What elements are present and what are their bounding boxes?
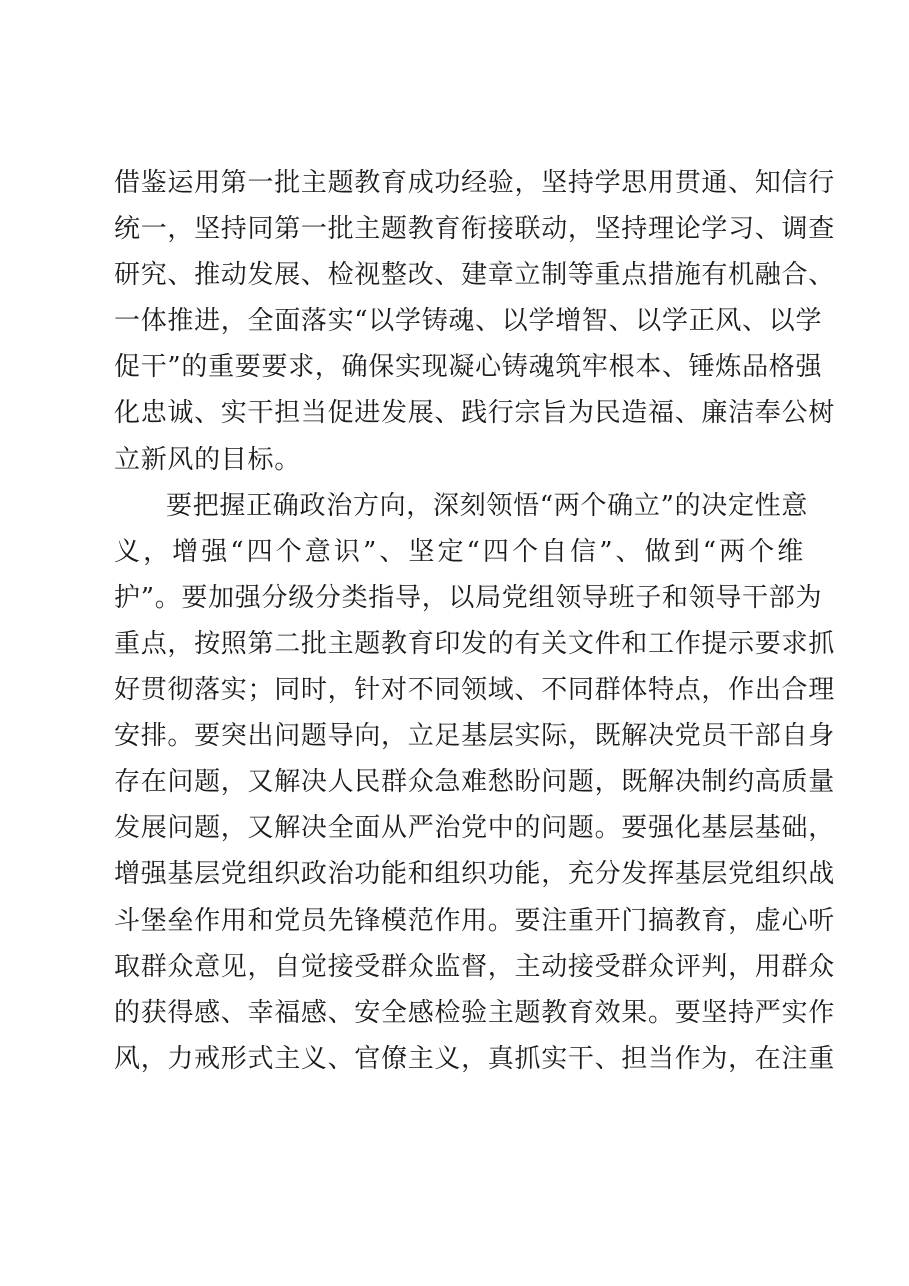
text-line: 促干”的重要要求，确保实现凝心铸魂筑牢根本、锤炼品格强: [114, 352, 823, 383]
text-line: 研究、推动发展、检视整改、建章立制等重点措施有机融合、: [114, 260, 835, 291]
text-line: 的获得感、幸福感、安全感检验主题教育效果。要坚持严实作: [114, 997, 835, 1028]
document-body: [114, 160, 835, 1128]
text-line: 好贯彻落实；同时，针对不同领域、不同群体特点，作出合理: [114, 675, 835, 706]
text-line: 增强基层党组织政治功能和组织功能，充分发挥基层党组织战: [114, 859, 835, 890]
text-line: 护”。要加强分级分类指导，以局党组领导班子和领导干部为: [114, 582, 823, 613]
text-line: 存在问题，又解决人民群众急难愁盼问题，既解决制约高质量: [114, 767, 835, 798]
text-line: 一体推进，全面落实“以学铸魂、以学增智、以学正风、以学: [114, 306, 823, 337]
text-line: [114, 1082, 804, 1128]
text-line: 借鉴运用第一批主题教育成功经验，坚持学思用贯通、知信行: [114, 168, 835, 198]
text-line: 立新风的目标。: [114, 444, 301, 475]
paragraph-1: [114, 160, 835, 483]
text-line: 要把握正确政治方向，深刻领悟“两个确立”的决定性意: [166, 490, 809, 521]
text-line: 安排。要突出问题导向，立足基层实际，既解决党员干部自身: [114, 721, 835, 752]
text-line: 发展问题，又解决全面从严治党中的问题。要强化基层基础，: [114, 813, 835, 844]
text-line: 斗堡垒作用和党员先锋模范作用。要注重开门搞教育，虚心听: [114, 905, 835, 936]
text-line: 取群众意见，自觉接受群众监督，主动接受群众评判，用群众: [114, 951, 835, 982]
text-line: 统一，坚持同第一批主题教育衔接联动，坚持理论学习、调查: [114, 214, 835, 245]
paragraph-2: [114, 483, 835, 1128]
text-line: 义，增强“四个意识”、坚定“四个自信”、做到“两个维: [114, 536, 804, 567]
text-line: 风，力戒形式主义、官僚主义，真抓实干、担当作为，在注重: [114, 1043, 835, 1074]
text-line: 重点，按照第二批主题教育印发的有关文件和工作提示要求抓: [114, 628, 835, 659]
text-line: 化忠诚、实干担当促进发展、践行宗旨为民造福、廉洁奉公树: [114, 398, 835, 429]
